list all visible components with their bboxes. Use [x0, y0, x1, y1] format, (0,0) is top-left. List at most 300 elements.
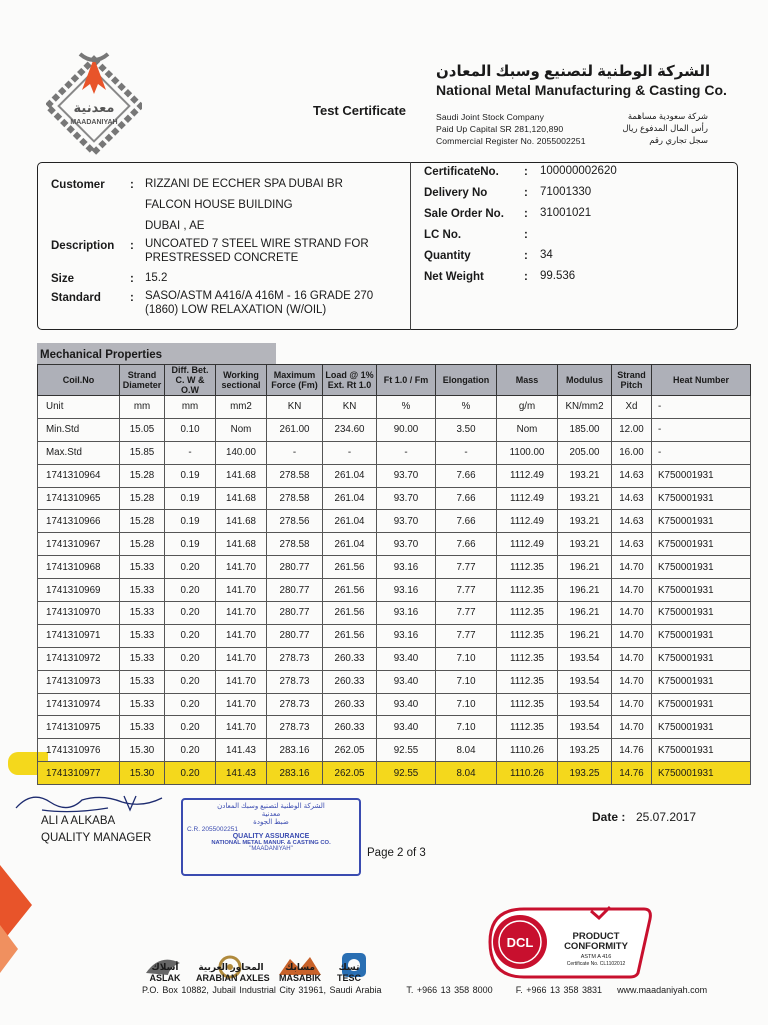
- table-cell: 193.21: [558, 533, 612, 556]
- table-cell: Max.Std: [38, 441, 120, 464]
- table-cell: 278.58: [267, 533, 323, 556]
- size-label: Size: [51, 273, 75, 285]
- table-cell: 1112.35: [497, 670, 558, 693]
- company-name-arabic: الشركة الوطنية لتصنيع وسبك المعادن: [436, 63, 711, 80]
- table-row: [38, 716, 751, 739]
- colon: :: [130, 292, 134, 304]
- table-header-row: [38, 365, 751, 396]
- column-header: Modulus: [558, 365, 612, 396]
- table-cell: -: [323, 441, 377, 464]
- table-cell: 1112.35: [497, 693, 558, 716]
- standard-label: Standard: [51, 292, 101, 304]
- company-register-arabic: سجل تجاري رقم: [649, 135, 708, 145]
- table-cell: 90.00: [377, 418, 436, 441]
- description-label: Description: [51, 240, 115, 252]
- table-cell: 15.33: [120, 716, 165, 739]
- table-cell: 92.55: [377, 739, 436, 762]
- signer-title: QUALITY MANAGER: [41, 832, 152, 844]
- table-cell: 15.30: [120, 739, 165, 762]
- company-type: Saudi Joint Stock Company: [436, 112, 545, 122]
- stamp-qc-arabic: ضبط الجودة: [253, 819, 289, 826]
- table-cell: 1741310976: [38, 739, 120, 762]
- table-cell: K750001931: [652, 670, 751, 693]
- table-cell: 14.63: [612, 464, 652, 487]
- footer-website[interactable]: www.maadaniyah.com: [617, 985, 708, 995]
- svg-text:PRODUCT: PRODUCT: [572, 931, 620, 942]
- table-cell: 261.04: [323, 533, 377, 556]
- svg-text:DCL: DCL: [506, 935, 534, 950]
- table-cell: Unit: [38, 396, 120, 419]
- table-row: [38, 693, 751, 716]
- table-cell: 14.70: [612, 624, 652, 647]
- table-cell: 283.16: [267, 739, 323, 762]
- stamp-cr: C.R. 2055002251: [187, 826, 238, 833]
- table-cell: 234.60: [323, 418, 377, 441]
- table-cell: KN: [267, 396, 323, 419]
- table-cell: 1741310971: [38, 624, 120, 647]
- table-cell: K750001931: [652, 762, 751, 785]
- table-row: [38, 418, 751, 441]
- table-cell: Nom: [497, 418, 558, 441]
- table-cell: 7.77: [436, 624, 497, 647]
- table-row: [38, 670, 751, 693]
- column-header: Coil.No: [38, 365, 120, 396]
- mechanical-properties-title: Mechanical Properties: [37, 343, 276, 367]
- table-cell: 1741310977: [38, 762, 120, 785]
- table-cell: 1112.49: [497, 510, 558, 533]
- svg-text:Certificate No. CL1102012: Certificate No. CL1102012: [566, 961, 626, 967]
- table-cell: 278.58: [267, 487, 323, 510]
- table-row: [38, 510, 751, 533]
- table-cell: 7.77: [436, 556, 497, 579]
- colon: :: [130, 273, 134, 285]
- table-cell: 14.70: [612, 693, 652, 716]
- table-cell: K750001931: [652, 556, 751, 579]
- company-type-arabic: شركة سعودية مساهمة: [627, 111, 708, 121]
- standard-line-1: SASO/ASTM A416/A 416M - 16 GRADE 270: [145, 290, 374, 302]
- table-cell: 93.40: [377, 693, 436, 716]
- table-cell: 7.66: [436, 487, 497, 510]
- table-cell: Xd: [612, 396, 652, 419]
- table-cell: 278.58: [267, 464, 323, 487]
- table-cell: 0.19: [165, 487, 216, 510]
- table-cell: 15.28: [120, 510, 165, 533]
- table-cell: 0.19: [165, 464, 216, 487]
- masabik-label: مسابك MASABIK: [279, 962, 321, 983]
- net-weight-label: Net Weight: [424, 271, 484, 283]
- table-cell: 196.21: [558, 624, 612, 647]
- table-cell: 141.70: [216, 693, 267, 716]
- table-cell: 93.70: [377, 510, 436, 533]
- table-cell: 1741310967: [38, 533, 120, 556]
- table-cell: K750001931: [652, 464, 751, 487]
- table-cell: Min.Std: [38, 418, 120, 441]
- table-cell: 261.04: [323, 487, 377, 510]
- table-cell: 193.21: [558, 487, 612, 510]
- table-cell: KN/mm2: [558, 396, 612, 419]
- table-cell: 1741310969: [38, 579, 120, 602]
- table-cell: 1741310964: [38, 464, 120, 487]
- table-cell: 1112.49: [497, 487, 558, 510]
- stamp-brand-arabic: معدنية: [261, 811, 281, 818]
- column-header: Strand Pitch: [612, 365, 652, 396]
- description-line-2: PRESTRESSED CONCRETE: [145, 252, 299, 264]
- date-label: Date :: [592, 810, 626, 824]
- table-cell: 141.70: [216, 602, 267, 625]
- table-cell: 141.70: [216, 624, 267, 647]
- table-row-highlighted: [38, 762, 751, 785]
- table-cell: -: [377, 441, 436, 464]
- table-cell: 141.70: [216, 556, 267, 579]
- tesc-label: تسك TESC: [336, 962, 361, 983]
- table-cell: 0.20: [165, 624, 216, 647]
- table-cell: 1110.26: [497, 739, 558, 762]
- table-cell: K750001931: [652, 624, 751, 647]
- company-capital: Paid Up Capital SR 281,120,890: [436, 124, 564, 134]
- table-cell: 93.40: [377, 647, 436, 670]
- table-cell: 283.16: [267, 762, 323, 785]
- date-value: 25.07.2017: [636, 810, 697, 824]
- arabian-axles-label: المحاور العربية ARABIAN AXLES: [196, 962, 270, 983]
- column-header: Ft 1.0 / Fm: [377, 365, 436, 396]
- table-cell: 14.70: [612, 716, 652, 739]
- table-cell: 8.04: [436, 762, 497, 785]
- table-cell: 196.21: [558, 556, 612, 579]
- table-cell: mm2: [216, 396, 267, 419]
- mechanical-properties-table: [37, 364, 751, 785]
- table-row: [38, 464, 751, 487]
- table-cell: 15.30: [120, 762, 165, 785]
- table-cell: 1112.49: [497, 533, 558, 556]
- table-cell: 141.68: [216, 487, 267, 510]
- table-cell: 280.77: [267, 556, 323, 579]
- table-cell: 1741310975: [38, 716, 120, 739]
- customer-address-1: FALCON HOUSE BUILDING: [145, 199, 293, 211]
- table-cell: 1112.35: [497, 647, 558, 670]
- table-cell: 278.73: [267, 693, 323, 716]
- table-cell: 7.77: [436, 602, 497, 625]
- table-cell: g/m: [497, 396, 558, 419]
- order-info-box: [37, 162, 738, 330]
- table-cell: 141.68: [216, 533, 267, 556]
- table-cell: mm: [165, 396, 216, 419]
- table-cell: 185.00: [558, 418, 612, 441]
- table-cell: 1112.35: [497, 602, 558, 625]
- table-cell: -: [165, 441, 216, 464]
- certificate-no-value: 100000002620: [540, 165, 617, 177]
- table-cell: 15.33: [120, 602, 165, 625]
- stamp-qa: QUALITY ASSURANCE: [232, 833, 310, 840]
- column-header: Strand Diameter: [120, 365, 165, 396]
- stamp-company-arabic: الشركة الوطنية لتصنيع وسبك المعادن: [217, 803, 325, 810]
- table-cell: 0.19: [165, 510, 216, 533]
- product-conformity-badge: [484, 905, 654, 980]
- table-cell: 193.21: [558, 464, 612, 487]
- svg-text:MAADANIYAH: MAADANIYAH: [70, 119, 118, 126]
- svg-text:ASTM A 416: ASTM A 416: [580, 954, 612, 960]
- table-cell: 15.33: [120, 693, 165, 716]
- signer-name: ALI A ALKABA: [41, 815, 116, 827]
- table-cell: 0.20: [165, 693, 216, 716]
- table-cell: 1112.49: [497, 464, 558, 487]
- company-capital-arabic: رأس المال المدفوع ريال: [622, 123, 708, 133]
- table-cell: 261.00: [267, 418, 323, 441]
- table-cell: 7.10: [436, 670, 497, 693]
- table-cell: 7.66: [436, 464, 497, 487]
- sale-order-value: 31001021: [540, 207, 592, 219]
- table-cell: 1112.35: [497, 579, 558, 602]
- standard-line-2: (1860) LOW RELAXATION (W/OIL): [145, 304, 327, 316]
- table-cell: 141.70: [216, 579, 267, 602]
- table-cell: 14.63: [612, 510, 652, 533]
- table-cell: 93.40: [377, 670, 436, 693]
- colon: :: [130, 240, 134, 252]
- manager-signature: [12, 788, 172, 818]
- table-cell: 1741310973: [38, 670, 120, 693]
- table-cell: -: [267, 441, 323, 464]
- table-cell: 1112.35: [497, 624, 558, 647]
- table-cell: 0.20: [165, 602, 216, 625]
- table-cell: 1112.35: [497, 716, 558, 739]
- table-cell: 1741310974: [38, 693, 120, 716]
- table-cell: 280.77: [267, 624, 323, 647]
- colon: :: [524, 166, 528, 178]
- table-cell: 262.05: [323, 739, 377, 762]
- column-header: Maximum Force (Fm): [267, 365, 323, 396]
- column-header: Mass: [497, 365, 558, 396]
- table-cell: 93.70: [377, 464, 436, 487]
- customer-address-2: DUBAI , AE: [145, 220, 205, 232]
- table-cell: 141.70: [216, 647, 267, 670]
- table-cell: 261.56: [323, 556, 377, 579]
- table-row: [38, 533, 751, 556]
- table-cell: 14.70: [612, 670, 652, 693]
- table-cell: 262.05: [323, 762, 377, 785]
- table-cell: 0.20: [165, 579, 216, 602]
- table-cell: 1741310965: [38, 487, 120, 510]
- table-cell: K750001931: [652, 510, 751, 533]
- table-cell: K750001931: [652, 739, 751, 762]
- table-cell: 141.70: [216, 716, 267, 739]
- footer-contact: [142, 985, 707, 995]
- description-line-1: UNCOATED 7 STEEL WIRE STRAND FOR: [145, 238, 369, 250]
- colon: :: [130, 179, 134, 191]
- table-cell: 15.28: [120, 464, 165, 487]
- table-cell: 93.70: [377, 487, 436, 510]
- table-cell: 93.16: [377, 624, 436, 647]
- column-header: Load @ 1% Ext. Rt 1.0: [323, 365, 377, 396]
- delivery-no-label: Delivery No: [424, 187, 488, 199]
- table-cell: 12.00: [612, 418, 652, 441]
- table-row: [38, 647, 751, 670]
- certificate-no-label: CertificateNo.: [424, 166, 499, 178]
- table-cell: 193.54: [558, 647, 612, 670]
- table-cell: 261.56: [323, 579, 377, 602]
- footer-address: P.O. Box 10882, Jubail Industrial City 31961, Saudi Arabia: [142, 985, 382, 995]
- table-cell: 15.28: [120, 487, 165, 510]
- column-header: Elongation: [436, 365, 497, 396]
- table-cell: mm: [120, 396, 165, 419]
- table-cell: 15.85: [120, 441, 165, 464]
- table-cell: 141.43: [216, 739, 267, 762]
- footer-fax: F. +966 13 358 3831: [515, 985, 603, 995]
- table-cell: 278.73: [267, 647, 323, 670]
- table-cell: 14.76: [612, 739, 652, 762]
- table-cell: 93.40: [377, 716, 436, 739]
- table-cell: K750001931: [652, 579, 751, 602]
- table-cell: 261.56: [323, 602, 377, 625]
- table-cell: 93.70: [377, 533, 436, 556]
- colon: :: [524, 229, 528, 241]
- delivery-no-value: 71001330: [540, 186, 592, 198]
- table-row: [38, 441, 751, 464]
- table-cell: 1112.35: [497, 556, 558, 579]
- table-cell: 93.16: [377, 579, 436, 602]
- colon: :: [524, 250, 528, 262]
- table-row: [38, 602, 751, 625]
- colon: :: [524, 208, 528, 220]
- table-cell: -: [652, 418, 751, 441]
- table-cell: 278.73: [267, 716, 323, 739]
- table-cell: K750001931: [652, 693, 751, 716]
- table-cell: 15.05: [120, 418, 165, 441]
- table-cell: K750001931: [652, 487, 751, 510]
- sale-order-label: Sale Order No.: [424, 208, 504, 220]
- svg-text:CONFORMITY: CONFORMITY: [564, 941, 628, 952]
- table-cell: 278.73: [267, 670, 323, 693]
- quantity-label: Quantity: [424, 250, 471, 262]
- lc-no-label: LC No.: [424, 229, 462, 241]
- table-row: [38, 624, 751, 647]
- table-cell: 7.10: [436, 716, 497, 739]
- table-cell: 140.00: [216, 441, 267, 464]
- table-cell: 1741310966: [38, 510, 120, 533]
- column-header: Heat Number: [652, 365, 751, 396]
- table-cell: 261.04: [323, 464, 377, 487]
- table-row: [38, 579, 751, 602]
- table-cell: 7.66: [436, 533, 497, 556]
- column-header: Working sectional: [216, 365, 267, 396]
- table-cell: 280.77: [267, 602, 323, 625]
- table-cell: %: [377, 396, 436, 419]
- company-name-english: National Metal Manufacturing & Casting Co.: [436, 82, 727, 98]
- table-cell: 193.54: [558, 693, 612, 716]
- info-box-divider: [410, 162, 411, 330]
- table-cell: -: [436, 441, 497, 464]
- table-cell: 1100.00: [497, 441, 558, 464]
- table-cell: 0.20: [165, 556, 216, 579]
- table-row: [38, 556, 751, 579]
- table-cell: 14.70: [612, 647, 652, 670]
- column-header: Diff. Bet. C. W & O.W: [165, 365, 216, 396]
- table-cell: 3.50: [436, 418, 497, 441]
- table-cell: 196.21: [558, 579, 612, 602]
- table-cell: 14.70: [612, 579, 652, 602]
- table-cell: 1741310968: [38, 556, 120, 579]
- table-cell: K750001931: [652, 602, 751, 625]
- table-cell: 92.55: [377, 762, 436, 785]
- document-title: Test Certificate: [313, 103, 406, 118]
- table-cell: 15.33: [120, 647, 165, 670]
- table-cell: 1741310970: [38, 602, 120, 625]
- table-cell: 93.16: [377, 602, 436, 625]
- table-cell: 15.28: [120, 533, 165, 556]
- colon: :: [524, 187, 528, 199]
- table-cell: 15.33: [120, 556, 165, 579]
- net-weight-value: 99.536: [540, 270, 576, 282]
- table-cell: 1741310972: [38, 647, 120, 670]
- quantity-value: 34: [540, 249, 553, 261]
- table-cell: KN: [323, 396, 377, 419]
- table-cell: 0.10: [165, 418, 216, 441]
- table-cell: %: [436, 396, 497, 419]
- table-cell: 280.77: [267, 579, 323, 602]
- table-cell: 0.20: [165, 716, 216, 739]
- customer-name: RIZZANI DE ECCHER SPA DUBAI BR: [145, 178, 343, 190]
- table-cell: 193.25: [558, 739, 612, 762]
- table-cell: 7.10: [436, 693, 497, 716]
- colon: :: [524, 271, 528, 283]
- table-cell: 0.20: [165, 670, 216, 693]
- table-cell: 14.70: [612, 556, 652, 579]
- table-cell: 141.43: [216, 762, 267, 785]
- table-cell: 1110.26: [497, 762, 558, 785]
- table-cell: 7.77: [436, 579, 497, 602]
- table-cell: 14.76: [612, 762, 652, 785]
- table-cell: K750001931: [652, 533, 751, 556]
- table-cell: 193.54: [558, 670, 612, 693]
- table-cell: 14.63: [612, 487, 652, 510]
- table-cell: 0.19: [165, 533, 216, 556]
- maadaniyah-logo: [46, 44, 142, 164]
- page-number: Page 2 of 3: [367, 847, 426, 859]
- table-cell: 141.68: [216, 510, 267, 533]
- footer-phone: T. +966 13 358 8000: [406, 985, 493, 995]
- table-cell: 260.33: [323, 670, 377, 693]
- svg-text:معدنية: معدنية: [73, 100, 115, 115]
- table-row: [38, 487, 751, 510]
- table-cell: K750001931: [652, 716, 751, 739]
- table-cell: 193.54: [558, 716, 612, 739]
- table-cell: 14.70: [612, 602, 652, 625]
- table-row: [38, 396, 751, 419]
- company-register: Commercial Register No. 2055002251: [436, 136, 586, 146]
- customer-label: Customer: [51, 179, 105, 191]
- table-cell: 15.33: [120, 670, 165, 693]
- table-cell: 93.16: [377, 556, 436, 579]
- table-cell: 0.20: [165, 762, 216, 785]
- table-cell: -: [652, 396, 751, 419]
- table-cell: 260.33: [323, 647, 377, 670]
- table-cell: 7.10: [436, 647, 497, 670]
- table-cell: 193.21: [558, 510, 612, 533]
- table-cell: 7.66: [436, 510, 497, 533]
- table-cell: 193.25: [558, 762, 612, 785]
- table-cell: 261.56: [323, 624, 377, 647]
- table-cell: 196.21: [558, 602, 612, 625]
- table-cell: 14.63: [612, 533, 652, 556]
- table-cell: K750001931: [652, 647, 751, 670]
- table-cell: Nom: [216, 418, 267, 441]
- table-cell: -: [652, 441, 751, 464]
- table-cell: 141.68: [216, 464, 267, 487]
- table-row: [38, 739, 751, 762]
- table-cell: 261.04: [323, 510, 377, 533]
- table-cell: 16.00: [612, 441, 652, 464]
- size-value: 15.2: [145, 272, 168, 284]
- quality-assurance-stamp: [181, 798, 361, 876]
- table-cell: 260.33: [323, 716, 377, 739]
